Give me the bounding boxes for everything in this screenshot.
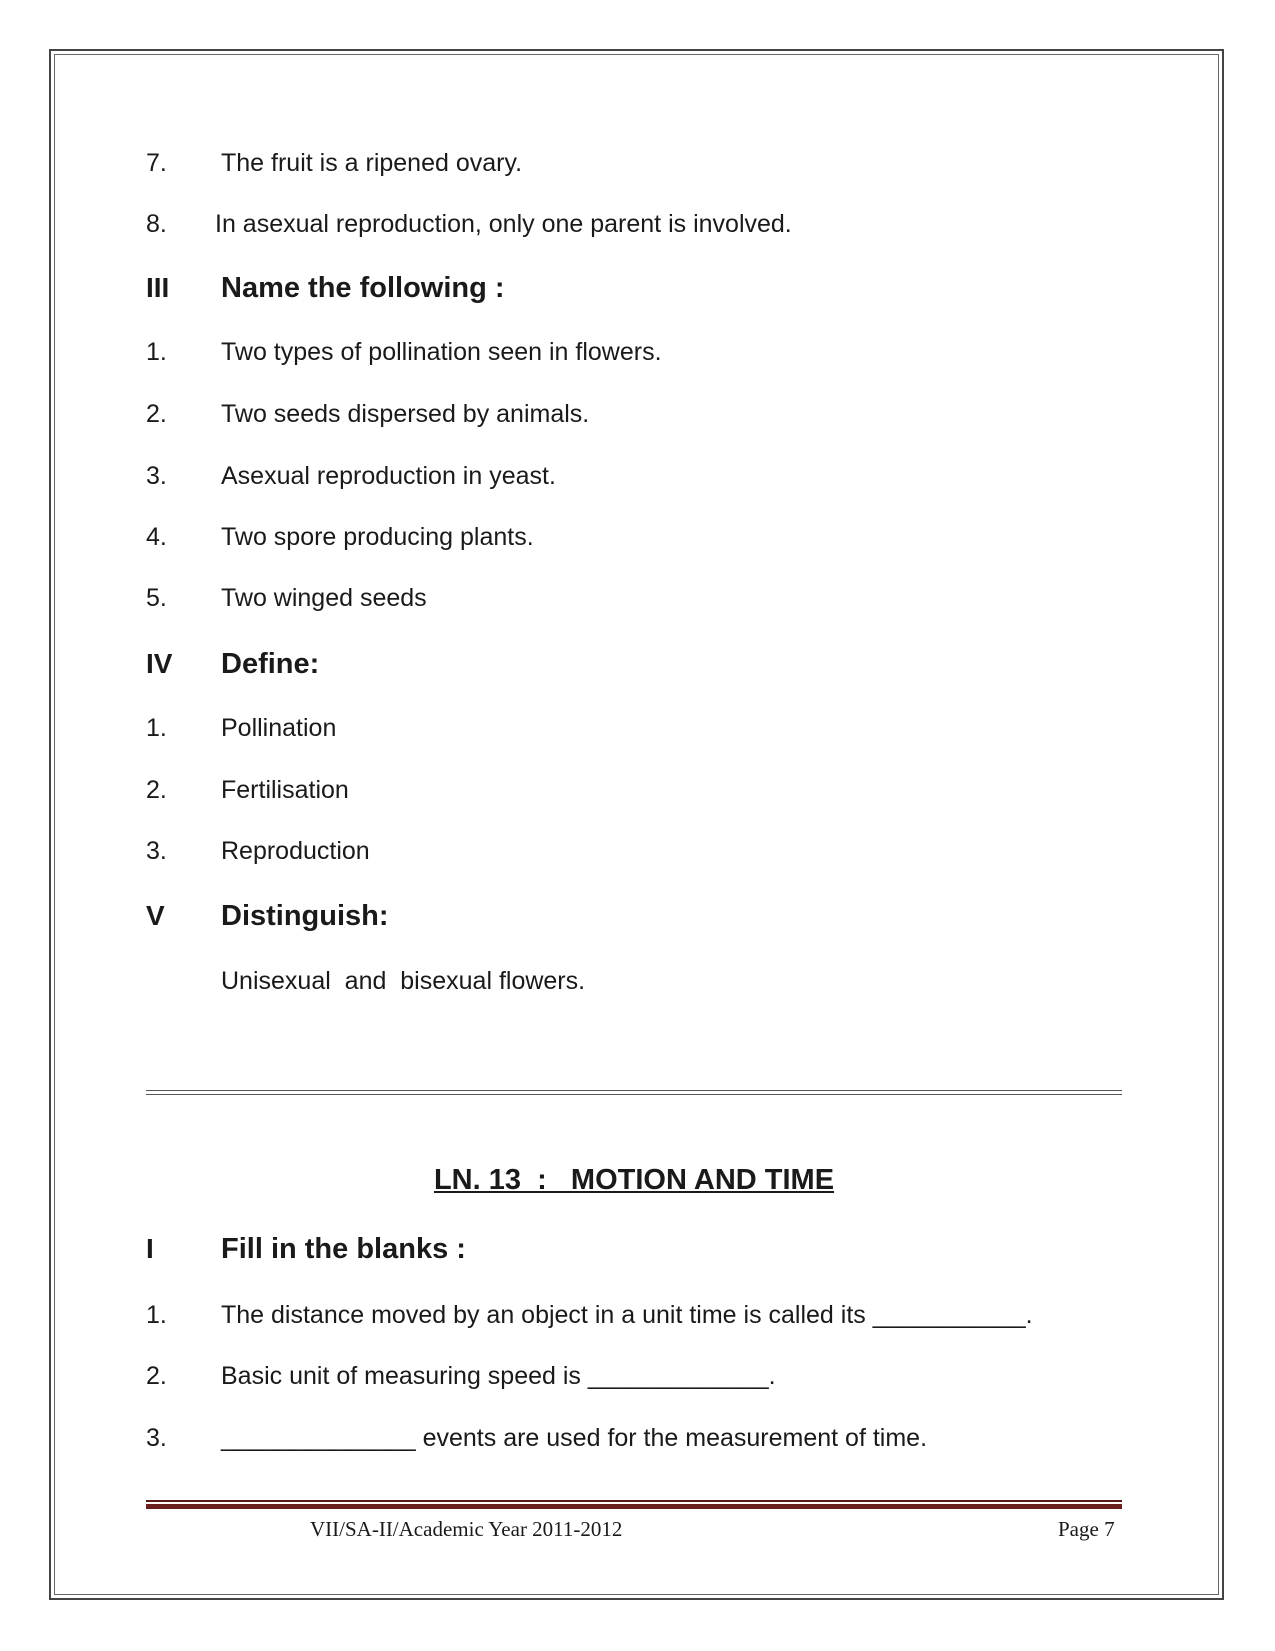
item-text: Two types of pollination seen in flowers. <box>221 338 662 366</box>
section-numeral: III <box>146 272 170 303</box>
item-text: Two spore producing plants. <box>221 523 534 551</box>
section-heading: Name the following : <box>221 272 505 304</box>
item-text: Pollination <box>221 714 337 742</box>
section-heading: Distinguish: <box>221 900 389 932</box>
item-number: 3. <box>146 1424 167 1452</box>
section-numeral: I <box>146 1233 154 1264</box>
section-divider <box>146 1094 1122 1095</box>
item-number: 1. <box>146 1301 167 1329</box>
item-number: 2. <box>146 776 167 804</box>
footer-course-info: VII/SA-II/Academic Year 2011-2012 <box>310 1517 623 1541</box>
item-number: 3. <box>146 462 167 490</box>
section-heading: Define: <box>221 648 320 680</box>
item-text: Two seeds dispersed by animals. <box>221 400 590 428</box>
section-numeral: V <box>146 900 165 931</box>
footer-rule <box>146 1500 1122 1502</box>
item-text: Basic unit of measuring speed is _____________. <box>221 1362 776 1390</box>
item-text: Two winged seeds <box>221 584 427 612</box>
item-number: 1. <box>146 714 167 742</box>
item-text: Reproduction <box>221 837 370 865</box>
section-heading: Fill in the blanks : <box>221 1233 466 1265</box>
footer-rule <box>146 1504 1122 1509</box>
item-number: 2. <box>146 1362 167 1390</box>
item-text: ______________ events are used for the measurement of time. <box>221 1424 928 1452</box>
item-number: 5. <box>146 584 167 612</box>
item-number: 2. <box>146 400 167 428</box>
item-number: 1. <box>146 338 167 366</box>
item-text: Fertilisation <box>221 776 349 804</box>
item-number: 7. <box>146 149 167 177</box>
section-numeral: IV <box>146 648 173 679</box>
item-text: In asexual reproduction, only one parent is involved. <box>215 210 792 238</box>
item-number: 4. <box>146 523 167 551</box>
item-number: 8. <box>146 210 167 238</box>
item-text: Unisexual and bisexual flowers. <box>221 967 586 995</box>
item-text: The distance moved by an object in a unit time is called its ___________. <box>221 1301 1033 1329</box>
lesson-title: LN. 13 : MOTION AND TIME <box>433 1164 835 1196</box>
item-number: 3. <box>146 837 167 865</box>
page-number: Page 7 <box>1058 1517 1115 1541</box>
item-text: The fruit is a ripened ovary. <box>221 149 523 177</box>
item-text: Asexual reproduction in yeast. <box>221 462 556 490</box>
section-divider <box>146 1090 1122 1091</box>
